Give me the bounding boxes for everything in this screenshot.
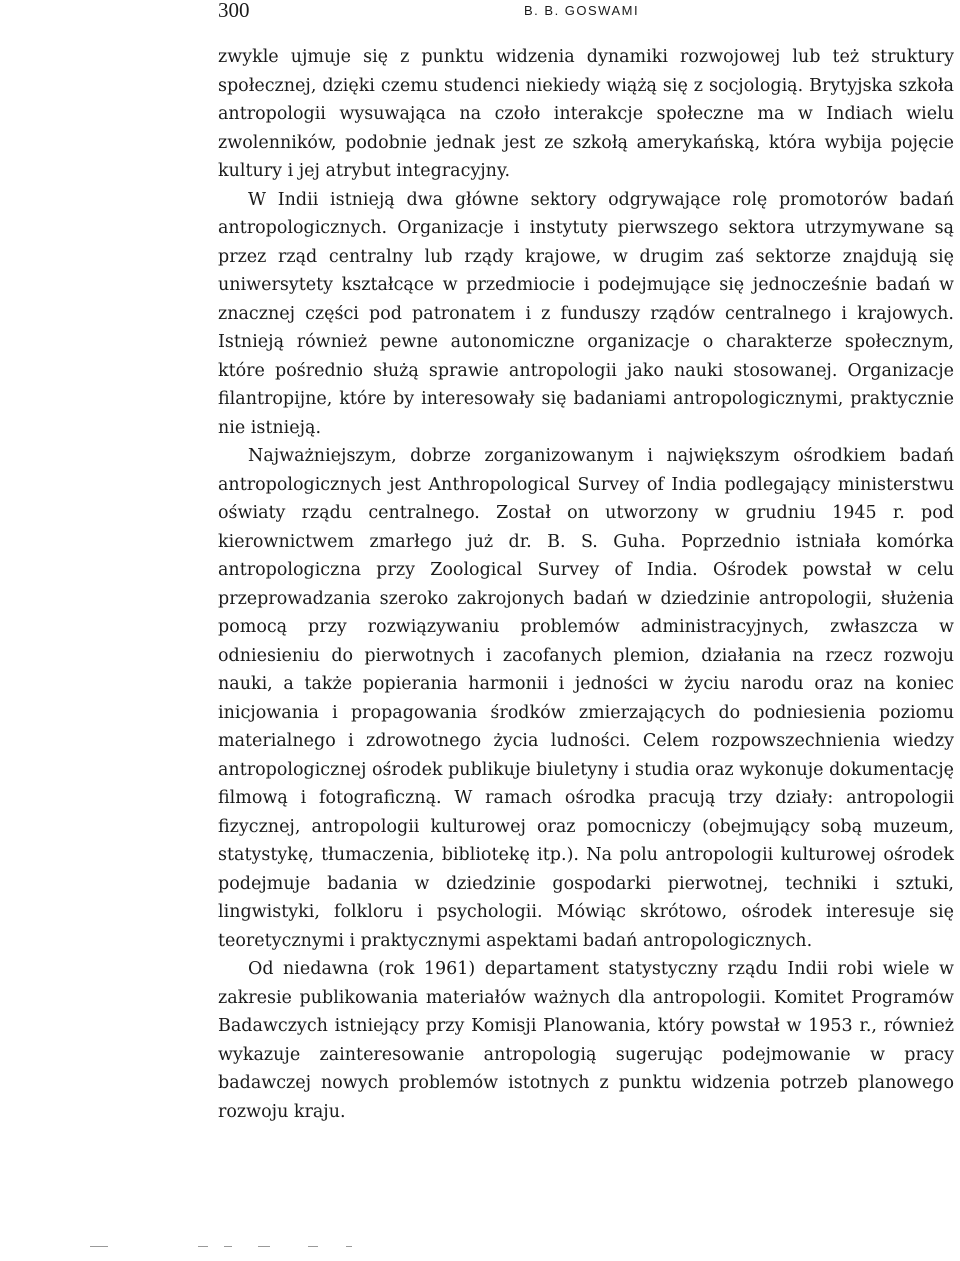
scan-artifact-marks xyxy=(90,1244,370,1250)
paragraph: Najważniejszym, dobrze zorganizowanym i największym ośrodkiem badań antropologicznych jest Anthropological Survey of India podlegający ministerstwu oświaty rządu centralnego. Został on utworzony w grudniu 1945 r. pod kierownictwem zmarłego już dr. B. S. Guha. Poprzednio istniała komórka antropologiczna przy Zoological Survey of India. Ośrodek powstał w celu przeprowadzania szeroko zakrojonych badań w dziedzinie antropologii, służenia pomocą przy rozwiązywaniu problemów administracyjnych, zwłaszcza w odniesieniu do pierwotnych i zacofanych plemion, działania na rzecz rozwoju nauki, a także popierania harmonii i jedności w życiu narodu oraz na koniec inicjowania i propagowania środków zmierzających do podniesienia poziomu materialnego i zdrowotnego życia ludności. Celem rozpowszechnienia wiedzy antropologicznej ośrodek publikuje biuletyny i studia oraz wykonuje dokumentację filmową i fotograficzną. W ramach ośrodka pracują trzy działy: antropologii fizycznej, antropologii kulturowej oraz pomocniczy (obejmujący sobą muzeum, statystykę, tłumaczenia, bibliotekę itp.). Na polu antropologii kulturowej ośrodek podejmuje badania w dziedzinie gospodarki pierwotnej, techniki i sztuki, lingwistyki, folkloru i psychologii. Mówiąc skrótowo, ośrodek interesuje się teoretycznymi i praktycznymi aspektami badań antropologicznych. xyxy=(218,446,954,951)
page-number: 300 xyxy=(218,0,250,22)
paragraph: zwykle ujmuje się z punktu widzenia dynamiki rozwojowej lub też struktury społecznej, dzięki czemu studenci niekiedy wiążą się z socjologią. Brytyjska szkoła antropologii wysuwająca na czoło interakcje społeczne ma w Indiach wielu zwolenników, podobnie jednak jest ze szkołą amerykańską, która wybija pojęcie kultury i jej atrybut integracyjny. xyxy=(218,47,954,181)
paragraph: W Indii istnieją dwa główne sektory odgrywające rolę promotorów badań antropologicznych. Organizacje i instytuty pierwszego sektora utrzymywane są przez rząd centralny lub rządy krajowe, w drugim zaś sektorze znajdują się uniwersytety kształcące w przedmiocie i podejmujące się jednocześnie badań w znacznej części pod patronatem i z funduszy rządów centralnego i krajowych. Istnieją również pewne autonomiczne organizacje o charakterze społecznym, które pośrednio służą sprawie antropologii jako nauki stosowanej. Organizacje filantropijne, które by interesowały się badaniami antropologicznymi, praktycznie nie istnieją. xyxy=(218,189,954,438)
running-title: B. B. GOSWAMI xyxy=(524,3,640,18)
running-head xyxy=(218,0,954,24)
body-text xyxy=(218,43,954,1126)
paragraph: Od niedawna (rok 1961) departament statystyczny rządu Indii robi wiele w zakresie publikowania materiałów ważnych dla antropologii. Komitet Programów Badawczych istniejący przy Komisji Planowania, który powstał w 1953 r., również wykazuje zainteresowanie antropologią sugerując podejmowanie w pracy badawczej nowych problemów istotnych z punktu widzenia potrzeb planowego rozwoju kraju. xyxy=(218,959,954,1122)
